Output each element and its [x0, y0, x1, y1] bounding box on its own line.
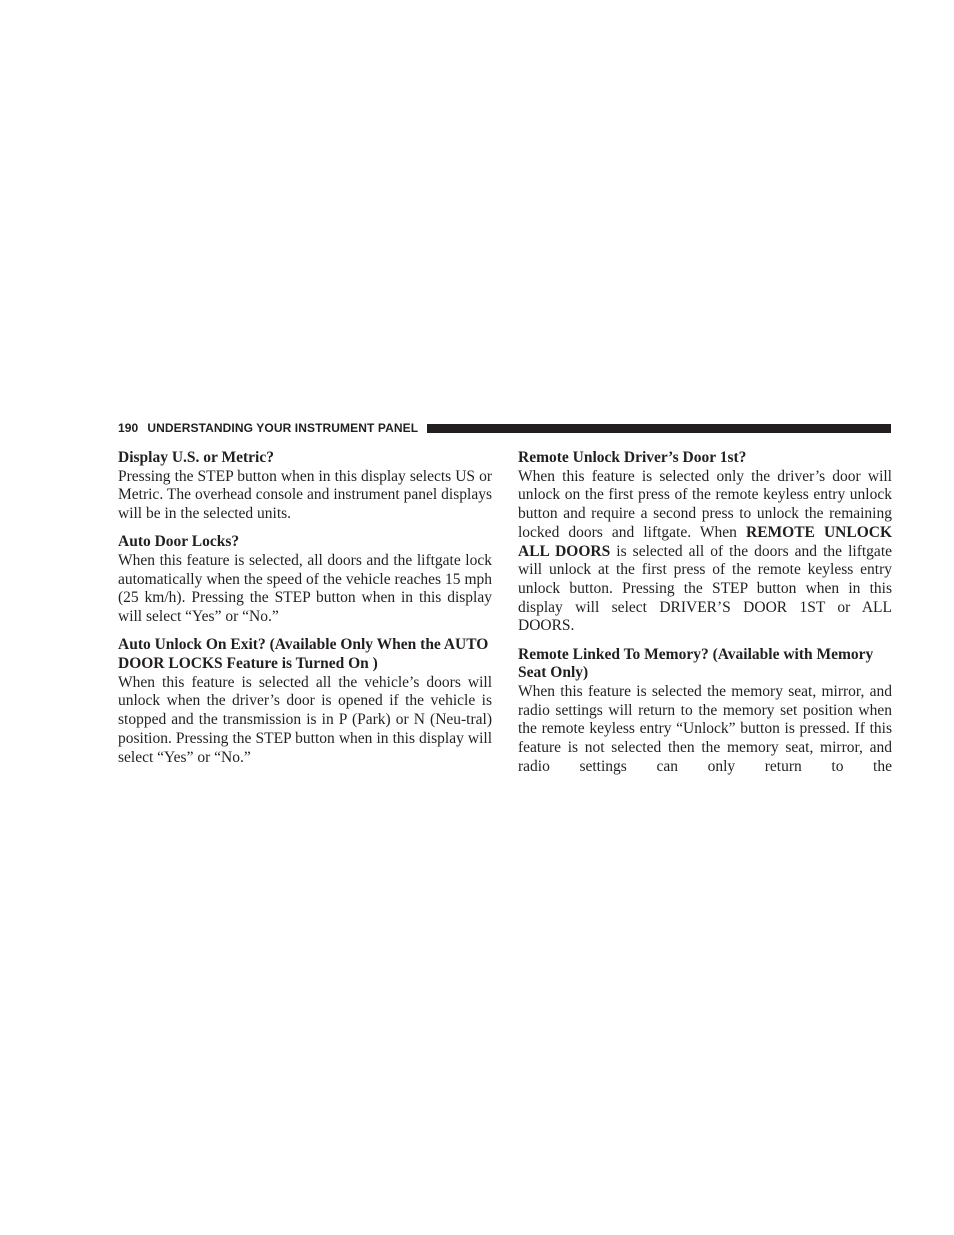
section-title: UNDERSTANDING YOUR INSTRUMENT PANEL — [147, 421, 419, 435]
remote-unlock-text-2: is selected all of the doors and the liftgate will unlock at the first press of the remote keyless entry unlock button. Pressing the STEP button when in this display will select DRIVER’S DOOR 1ST or ALL DOORS. — [518, 542, 892, 635]
paragraph-auto-unlock-on-exit: When this feature is selected all the vehicle’s doors will unlock when the driver’s door is opened if the vehicle is stopped and the transmission is in P (Park) or N (Neu-tral) position. Pressing the STEP button when in this display will select “Yes” or “No.” — [118, 673, 492, 766]
remote-unlock-text-1: When this feature is selected only the driver’s door will unlock on the first press of the remote keyless entry unlock button and require a second press to unlock the remaining locked doors and liftgate. When — [518, 467, 892, 541]
heading-remote-linked-to-memory: Remote Linked To Memory? (Available with Memory Seat Only) — [518, 645, 874, 682]
remote-unlock-all-doors-emphasis: REMOTE UNLOCK ALL DOORS — [518, 523, 892, 560]
heading-auto-door-locks: Auto Door Locks? — [118, 533, 240, 551]
page-header — [118, 420, 891, 436]
paragraph-remote-unlock-drivers-door — [518, 468, 892, 636]
paragraph-auto-door-locks: When this feature is selected, all doors and the liftgate lock automatically when the speed of the vehicle reaches 15 mph (25 km/h). Pressing the STEP button when in this display will select “Yes” or “No.” — [118, 552, 492, 626]
page-number: 190 — [118, 421, 139, 435]
header-rule — [427, 424, 891, 433]
paragraph-remote-linked-to-memory: When this feature is selected the memory seat, mirror, and radio settings will return to the memory set position when the remote keyless entry “Unlock” button is pressed. If this feature is not selected then the memory seat, mirror, and radio settings can only return to the — [518, 682, 892, 775]
heading-remote-unlock-drivers-door: Remote Unlock Driver’s Door 1st? — [518, 449, 747, 466]
left-column — [118, 449, 492, 777]
heading-auto-unlock-on-exit: Auto Unlock On Exit? (Available Only When the AUTO DOOR LOCKS Feature is Turned On ) — [118, 636, 489, 673]
heading-display-units: Display U.S. or Metric? — [118, 449, 274, 466]
paragraph-display-units: Pressing the STEP button when in this display selects US or Metric. The overhead console and instrument panel displays will be in the selected units. — [118, 467, 492, 523]
right-column — [518, 449, 892, 786]
